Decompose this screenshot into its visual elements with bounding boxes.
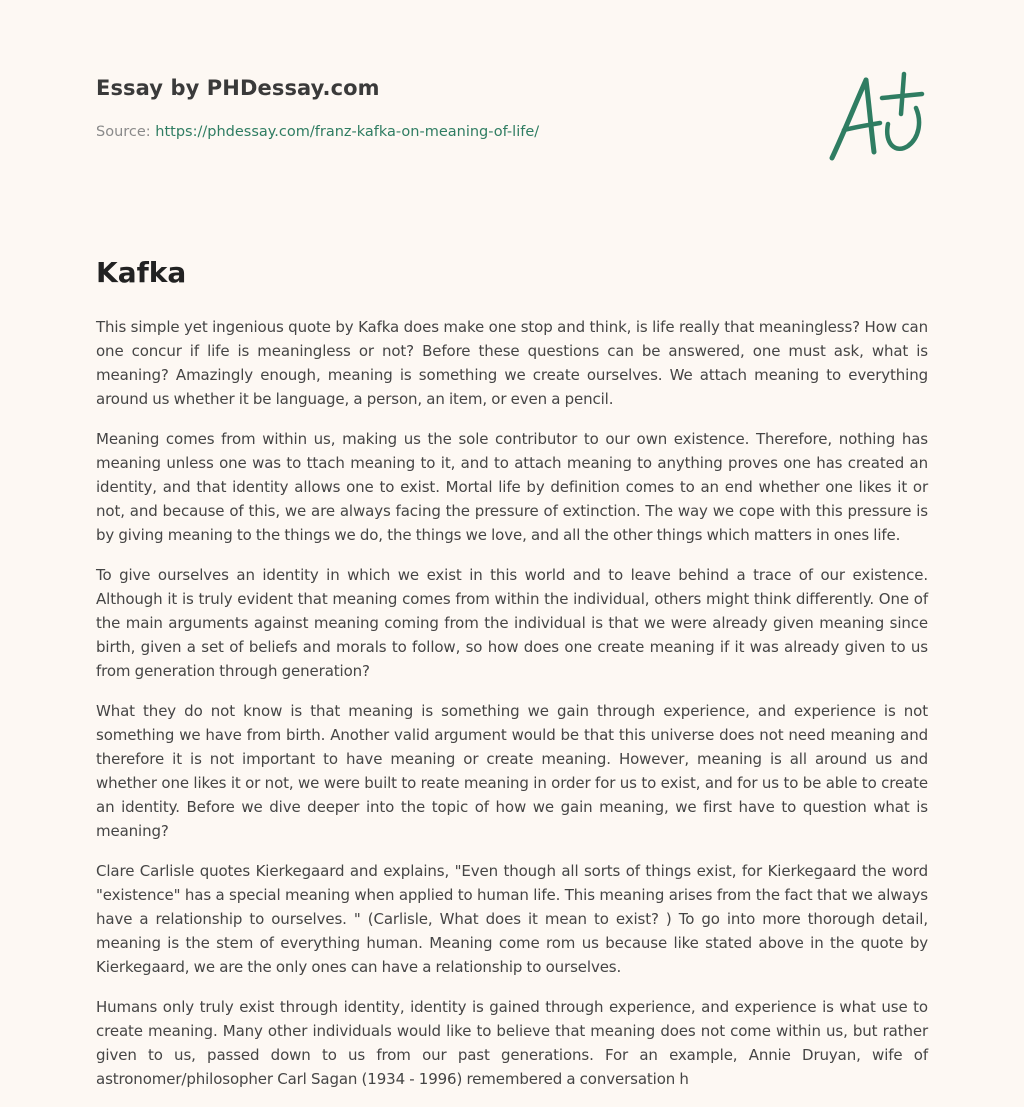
essay-header — [96, 76, 928, 176]
source-label: Source: — [96, 124, 151, 140]
essay-paragraph: Clare Carlisle quotes Kierkegaard and explains, "Even though all sorts of things exist, for Kierkegaard the word "existence" has a special meaning when applied to human life. This meaning arises from the fact that we always have a relationship to ourselves. " (Carlisle, What does it mean to exist? ) To go into more thorough detail, meaning is the stem of everything human. Meaning come rom us because like stated above in the quote by Kierkegaard, we are the only ones can have a relationship to ourselves. — [96, 862, 928, 976]
essay-paragraph: This simple yet ingenious quote by Kafka does make one stop and think, is life really that meaningless? How can one concur if life is meaningless or not? Before these questions can be answered, one must ask, what is meaning? Amazingly enough, meaning is something we create ourselves. We attach meaning to everything around us whether it be language, a person, an item, or even a pencil. — [96, 318, 928, 408]
source-line — [96, 124, 539, 140]
essay-paragraph: To give ourselves an identity in which we exist in this world and to leave behind a trace of our existence. Although it is truly evident that meaning comes from within the individual, others might think differently. One of the main arguments against meaning coming from the individual is that we were already given meaning since birth, given a set of beliefs and morals to follow, so how does one create meaning if it was already given to us from generation through generation? — [96, 566, 928, 680]
essay-paragraph: Meaning comes from within us, making us the sole contributor to our own existence. Therefore, nothing has meaning unless one was to ttach meaning to it, and to attach meaning to anything proves one has created an identity, and that identity allows one to exist. Mortal life by definition comes to an end whether one likes it or not, and because of this, we are always facing the pressure of extinction. The way we cope with this pressure is by giving meaning to the things we do, the things we love, and all the other things which matters in ones life. — [96, 430, 928, 544]
essay-title: Kafka — [96, 256, 187, 289]
source-link[interactable]: https://phdessay.com/franz-kafka-on-meaning-of-life/ — [155, 124, 540, 140]
site-title: Essay by PHDessay.com — [96, 76, 380, 100]
essay-paragraph: What they do not know is that meaning is something we gain through experience, and experience is not something we have from birth. Another valid argument would be that this universe does not need meaning and therefore it is not important to have meaning or create meaning. However, meaning is all around us and whether one likes it or not, we were built to reate meaning in order for us to exist, and for us to be able to create an identity. Before we dive deeper into the topic of how we gain meaning, we first have to question what is meaning? — [96, 702, 928, 840]
essay-body — [96, 315, 928, 1107]
a-plus-grade-icon — [824, 68, 926, 164]
essay-paragraph: Humans only truly exist through identity, identity is gained through experience, and experience is what use to create meaning. Many other individuals would like to believe that meaning does not come within us, but rather given to us, passed down to us from our past generations. For an example, Annie Druyan, wife of astronomer/philosopher Carl Sagan (1934 - 1996) remembered a conversation h — [96, 998, 928, 1088]
